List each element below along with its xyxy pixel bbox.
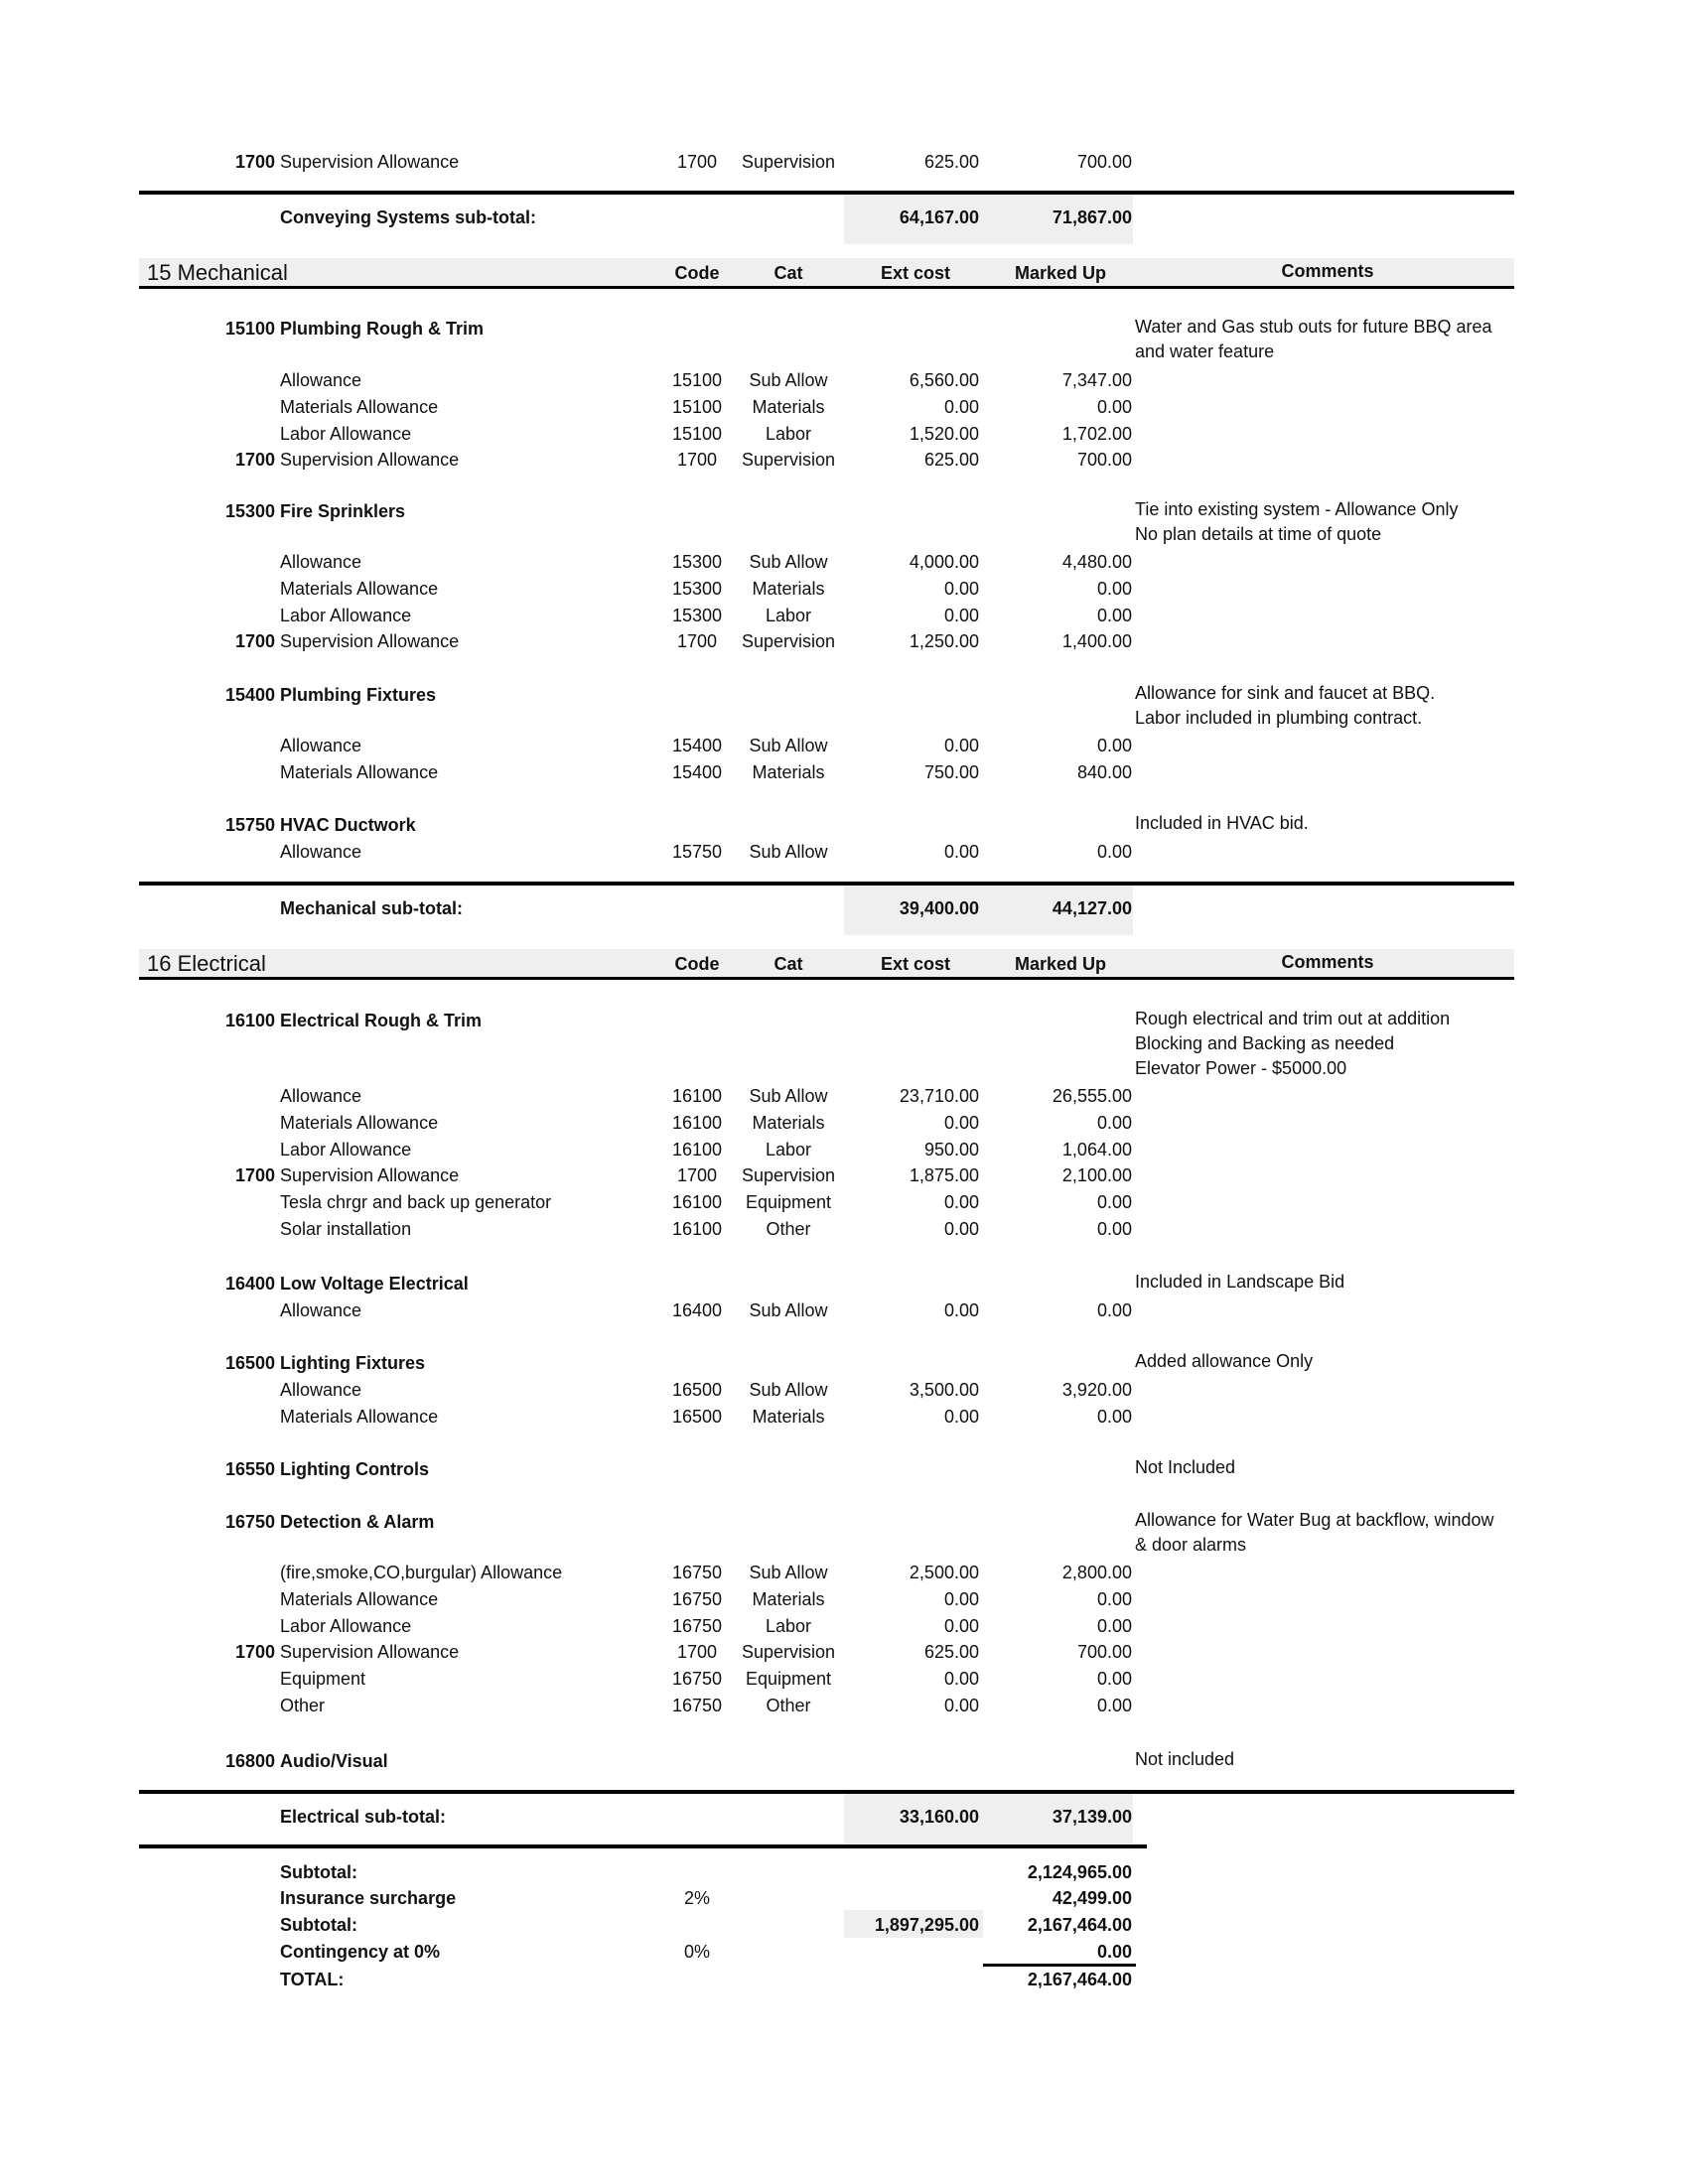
mechanical-group-15400-line-desc: Materials Allowance xyxy=(280,761,439,782)
electrical-header-title: 16 Electrical xyxy=(147,951,266,976)
mechanical-group-15750-title: HVAC Ductwork xyxy=(280,815,416,835)
mechanical-group-15750-num: 15750 xyxy=(224,815,275,835)
mechanical-group-15400-comment: Labor included in plumbing contract. xyxy=(1135,708,1423,728)
mechanical-group-15100-line-cat: Supervision xyxy=(741,450,836,471)
mechanical-group-15100-line-cat: Sub Allow xyxy=(749,370,828,390)
electrical-group-16750-comment: Allowance for Water Bug at backflow, window xyxy=(1135,1510,1494,1530)
mechanical-group-15100-line-ext: 0.00 xyxy=(943,396,979,417)
electrical-group-16100-line-marked: 0.00 xyxy=(1096,1219,1132,1239)
mechanical-header-marked-header: Marked Up xyxy=(1014,263,1107,283)
electrical-group-16800-title: Audio/Visual xyxy=(280,1751,388,1771)
mechanical-group-15100-line-desc: Allowance xyxy=(280,370,362,390)
electrical-group-16100-line-desc: Labor Allowance xyxy=(280,1139,412,1160)
electrical-group-16100-line-code: 16100 xyxy=(671,1112,723,1133)
mechanical-group-15300-line-ext: 0.00 xyxy=(943,578,979,599)
electrical-group-16750-line-marked: 700.00 xyxy=(1076,1642,1132,1663)
mechanical-group-15300-line-ext: 1,250.00 xyxy=(909,631,979,652)
mechanical-group-15300-line-cat: Materials xyxy=(752,578,825,599)
mechanical-header-comments-header: Comments xyxy=(1281,261,1374,281)
mechanical-group-15300-line-code: 15300 xyxy=(671,552,723,572)
mechanical-group-15400-line-ext: 0.00 xyxy=(943,736,979,755)
conveying-supervision-line-code: 1700 xyxy=(676,152,718,172)
electrical-group-16750-line-cat: Equipment xyxy=(745,1669,832,1690)
electrical-header-rule xyxy=(139,977,1514,980)
mechanical-group-15400-line-ext: 750.00 xyxy=(923,761,979,782)
electrical-group-16750-line-code: 1700 xyxy=(676,1642,718,1663)
electrical-group-16100-num: 16100 xyxy=(224,1011,275,1030)
mechanical-group-15300-line-code: 15300 xyxy=(671,578,723,599)
total-double-rule xyxy=(983,1964,1136,1967)
mechanical-header-cat-header: Cat xyxy=(774,263,803,283)
mechanical-group-15100-line-ext: 625.00 xyxy=(923,450,979,471)
totals-row-1-label: Insurance surcharge xyxy=(280,1888,457,1908)
conveying-subtotal-marked: 71,867.00 xyxy=(1052,207,1132,227)
mechanical-group-15400-line-code: 15400 xyxy=(671,736,723,755)
electrical-group-16750-line-marked: 0.00 xyxy=(1096,1588,1132,1609)
mechanical-subtotal-ext: 39,400.00 xyxy=(899,898,979,918)
mechanical-group-15300-line-desc: Labor Allowance xyxy=(280,605,412,625)
mechanical-group-15100-line-desc: Materials Allowance xyxy=(280,396,439,417)
electrical-group-16800-num: 16800 xyxy=(224,1751,275,1771)
electrical-group-16750-line-marked: 0.00 xyxy=(1096,1615,1132,1636)
electrical-group-16100-line-marked: 2,100.00 xyxy=(1061,1165,1132,1186)
mechanical-group-15300-line-ext: 0.00 xyxy=(943,605,979,625)
electrical-group-16400-line-ext: 0.00 xyxy=(943,1300,979,1320)
electrical-group-16750-line-desc: (fire,smoke,CO,burgular) Allowance xyxy=(280,1563,563,1582)
electrical-group-16750-line-ext: 0.00 xyxy=(943,1615,979,1636)
electrical-group-16750-title: Detection & Alarm xyxy=(280,1512,435,1532)
mechanical-header-ext-header: Ext cost xyxy=(880,263,951,283)
electrical-group-16400-num: 16400 xyxy=(224,1274,275,1294)
electrical-group-16500-line-code: 16500 xyxy=(671,1380,723,1400)
electrical-group-16100-line-desc: Allowance xyxy=(280,1086,362,1106)
electrical-group-16100-line-cat: Labor xyxy=(765,1139,812,1160)
electrical-group-16550-comment: Not Included xyxy=(1135,1457,1236,1477)
electrical-group-16100-line-desc: Solar installation xyxy=(280,1219,412,1239)
mechanical-group-15400-comment: Allowance for sink and faucet at BBQ. xyxy=(1135,683,1436,703)
mechanical-subtotal-label: Mechanical sub-total: xyxy=(280,898,464,918)
electrical-subtotal-top-rule xyxy=(139,1790,1514,1794)
mechanical-group-15100-title: Plumbing Rough & Trim xyxy=(280,319,484,339)
totals-top-rule xyxy=(139,1844,1147,1848)
electrical-group-16750-line-desc: Equipment xyxy=(280,1669,366,1690)
electrical-group-16750-line-desc: Labor Allowance xyxy=(280,1615,412,1636)
mechanical-group-15300-comment: No plan details at time of quote xyxy=(1135,524,1382,544)
electrical-group-16400-line-desc: Allowance xyxy=(280,1300,362,1320)
mechanical-group-15100-line-code: 15100 xyxy=(671,370,723,390)
electrical-group-16500-line-cat: Materials xyxy=(752,1406,825,1427)
mechanical-group-15750-line-ext: 0.00 xyxy=(943,842,979,862)
conveying-subtotal-top-rule xyxy=(139,191,1514,195)
electrical-group-16500-title: Lighting Fixtures xyxy=(280,1353,425,1373)
electrical-group-16100-line-cat: Sub Allow xyxy=(749,1086,828,1106)
mechanical-group-15100-line-ext: 1,520.00 xyxy=(909,423,979,444)
mechanical-group-15100-line-code: 15100 xyxy=(671,423,723,444)
electrical-group-16100-line-desc: Materials Allowance xyxy=(280,1112,439,1133)
mechanical-header-title: 15 Mechanical xyxy=(147,260,288,285)
electrical-header-comments-header: Comments xyxy=(1281,952,1374,972)
electrical-group-16400-comment: Included in Landscape Bid xyxy=(1135,1272,1345,1292)
electrical-group-16500-line-ext: 0.00 xyxy=(943,1406,979,1427)
electrical-group-16100-line-num: 1700 xyxy=(234,1165,275,1186)
mechanical-group-15400-num: 15400 xyxy=(224,685,275,705)
mechanical-group-15300-line-desc: Materials Allowance xyxy=(280,578,439,599)
totals-row-0-label: Subtotal: xyxy=(280,1862,357,1882)
mechanical-group-15100-num: 15100 xyxy=(224,319,275,339)
mechanical-group-15300-line-marked: 4,480.00 xyxy=(1061,552,1132,572)
mechanical-subtotal-marked: 44,127.00 xyxy=(1052,898,1132,918)
mechanical-group-15300-num: 15300 xyxy=(224,501,275,521)
mechanical-group-15750-line-marked: 0.00 xyxy=(1096,842,1132,862)
totals-row-3-marked: 0.00 xyxy=(1096,1942,1132,1962)
mechanical-group-15100-line-code: 1700 xyxy=(676,450,718,471)
electrical-group-16100-line-marked: 1,064.00 xyxy=(1061,1139,1132,1160)
mechanical-group-15750-line-code: 15750 xyxy=(671,842,723,862)
electrical-group-16750-line-ext: 2,500.00 xyxy=(909,1563,979,1582)
electrical-group-16750-line-cat: Materials xyxy=(752,1588,825,1609)
electrical-group-16100-line-code: 16100 xyxy=(671,1192,723,1213)
mechanical-group-15300-line-ext: 4,000.00 xyxy=(909,552,979,572)
mechanical-group-15300-line-marked: 0.00 xyxy=(1096,578,1132,599)
electrical-group-16500-line-code: 16500 xyxy=(671,1406,723,1427)
mechanical-group-15100-line-marked: 1,702.00 xyxy=(1061,423,1132,444)
electrical-group-16750-line-ext: 0.00 xyxy=(943,1669,979,1690)
electrical-group-16500-comment: Added allowance Only xyxy=(1135,1351,1314,1371)
electrical-group-16750-line-num: 1700 xyxy=(234,1642,275,1663)
electrical-group-16100-line-desc: Tesla chrgr and back up generator xyxy=(280,1192,552,1213)
mechanical-group-15400-line-cat: Materials xyxy=(752,761,825,782)
mechanical-group-15100-line-desc: Labor Allowance xyxy=(280,423,412,444)
electrical-group-16750-line-code: 16750 xyxy=(671,1669,723,1690)
electrical-group-16750-line-code: 16750 xyxy=(671,1615,723,1636)
conveying-supervision-line-cat: Supervision xyxy=(741,152,836,172)
electrical-group-16100-line-cat: Equipment xyxy=(745,1192,832,1213)
totals-row-4-marked: 2,167,464.00 xyxy=(1027,1970,1132,1989)
electrical-group-16100-line-code: 16100 xyxy=(671,1086,723,1106)
electrical-group-16400-line-marked: 0.00 xyxy=(1096,1300,1132,1320)
mechanical-group-15750-line-desc: Allowance xyxy=(280,842,362,862)
electrical-group-16100-comment: Elevator Power - $5000.00 xyxy=(1135,1058,1347,1078)
electrical-header-marked-header: Marked Up xyxy=(1014,954,1107,974)
electrical-group-16500-line-marked: 0.00 xyxy=(1096,1406,1132,1427)
mechanical-group-15100-line-marked: 0.00 xyxy=(1096,396,1132,417)
mechanical-group-15300-line-marked: 1,400.00 xyxy=(1061,631,1132,652)
electrical-subtotal-ext: 33,160.00 xyxy=(899,1807,979,1827)
electrical-group-16550-title: Lighting Controls xyxy=(280,1459,429,1479)
totals-row-2-label: Subtotal: xyxy=(280,1915,357,1935)
electrical-group-16750-line-desc: Materials Allowance xyxy=(280,1588,439,1609)
mechanical-group-15300-line-code: 1700 xyxy=(676,631,718,652)
electrical-group-16750-line-desc: Other xyxy=(280,1696,326,1715)
electrical-group-16100-line-ext: 0.00 xyxy=(943,1112,979,1133)
mechanical-group-15400-line-marked: 0.00 xyxy=(1096,736,1132,755)
mechanical-group-15300-line-cat: Labor xyxy=(765,605,812,625)
mechanical-group-15100-line-ext: 6,560.00 xyxy=(909,370,979,390)
electrical-group-16100-line-desc: Supervision Allowance xyxy=(280,1165,460,1186)
electrical-group-16750-num: 16750 xyxy=(224,1512,275,1532)
conveying-supervision-line-desc: Supervision Allowance xyxy=(280,152,460,172)
mechanical-group-15100-line-marked: 7,347.00 xyxy=(1061,370,1132,390)
electrical-group-16550-num: 16550 xyxy=(224,1459,275,1479)
electrical-group-16100-line-ext: 0.00 xyxy=(943,1219,979,1239)
electrical-group-16100-line-marked: 0.00 xyxy=(1096,1192,1132,1213)
electrical-group-16750-line-marked: 0.00 xyxy=(1096,1696,1132,1715)
mechanical-group-15300-comment: Tie into existing system - Allowance Only xyxy=(1135,499,1459,519)
electrical-group-16400-title: Low Voltage Electrical xyxy=(280,1274,469,1294)
electrical-group-16400-line-code: 16400 xyxy=(671,1300,723,1320)
mechanical-group-15400-line-marked: 840.00 xyxy=(1076,761,1132,782)
electrical-group-16750-line-code: 16750 xyxy=(671,1696,723,1715)
totals-row-1-pct: 2% xyxy=(683,1888,710,1908)
electrical-group-16100-line-ext: 950.00 xyxy=(923,1139,979,1160)
mechanical-group-15300-line-code: 15300 xyxy=(671,605,723,625)
mechanical-group-15100-line-desc: Supervision Allowance xyxy=(280,450,460,471)
electrical-group-16500-line-cat: Sub Allow xyxy=(749,1380,828,1400)
electrical-group-16750-line-code: 16750 xyxy=(671,1588,723,1609)
conveying-supervision-line-marked: 700.00 xyxy=(1076,152,1132,172)
electrical-group-16750-line-ext: 0.00 xyxy=(943,1696,979,1715)
mechanical-group-15400-line-code: 15400 xyxy=(671,761,723,782)
mechanical-group-15300-line-desc: Supervision Allowance xyxy=(280,631,460,652)
electrical-group-16750-line-marked: 0.00 xyxy=(1096,1669,1132,1690)
conveying-subtotal-ext: 64,167.00 xyxy=(899,207,979,227)
mechanical-group-15100-line-marked: 700.00 xyxy=(1076,450,1132,471)
electrical-group-16750-line-desc: Supervision Allowance xyxy=(280,1642,460,1663)
totals-row-3-label: Contingency at 0% xyxy=(280,1942,441,1962)
electrical-group-16750-line-cat: Labor xyxy=(765,1615,812,1636)
mechanical-group-15750-comment: Included in HVAC bid. xyxy=(1135,813,1309,833)
electrical-group-16100-line-ext: 23,710.00 xyxy=(899,1086,979,1106)
electrical-header-ext-header: Ext cost xyxy=(880,954,951,974)
electrical-group-16100-line-cat: Materials xyxy=(752,1112,825,1133)
mechanical-subtotal-top-rule xyxy=(139,882,1514,886)
mechanical-group-15100-line-cat: Labor xyxy=(765,423,812,444)
electrical-group-16750-line-cat: Other xyxy=(766,1696,811,1715)
electrical-subtotal-label: Electrical sub-total: xyxy=(280,1807,447,1827)
mechanical-group-15100-comment: and water feature xyxy=(1135,341,1275,361)
totals-row-4-label: TOTAL: xyxy=(280,1970,345,1989)
totals-row-2-marked: 2,167,464.00 xyxy=(1027,1915,1132,1935)
totals-row-0-marked: 2,124,965.00 xyxy=(1027,1862,1132,1882)
totals-row-3-pct: 0% xyxy=(683,1942,710,1962)
electrical-header-cat-header: Cat xyxy=(774,954,803,974)
electrical-group-16100-line-marked: 26,555.00 xyxy=(1052,1086,1132,1106)
conveying-supervision-line-ext: 625.00 xyxy=(923,152,979,172)
electrical-group-16100-title: Electrical Rough & Trim xyxy=(280,1011,483,1030)
electrical-group-16750-line-code: 16750 xyxy=(671,1563,723,1582)
electrical-group-16500-line-desc: Allowance xyxy=(280,1380,362,1400)
mechanical-group-15400-line-desc: Allowance xyxy=(280,736,362,755)
mechanical-group-15100-line-code: 15100 xyxy=(671,396,723,417)
electrical-group-16500-line-ext: 3,500.00 xyxy=(909,1380,979,1400)
conveying-subtotal-label: Conveying Systems sub-total: xyxy=(280,207,537,227)
totals-row-1-marked: 42,499.00 xyxy=(1052,1888,1132,1908)
electrical-group-16800-comment: Not included xyxy=(1135,1749,1235,1769)
conveying-supervision-line-num: 1700 xyxy=(234,152,275,172)
electrical-group-16750-line-ext: 625.00 xyxy=(923,1642,979,1663)
totals-row-2-ext: 1,897,295.00 xyxy=(874,1915,979,1935)
electrical-group-16100-line-cat: Supervision xyxy=(741,1165,836,1186)
electrical-group-16750-line-cat: Supervision xyxy=(741,1642,836,1663)
mechanical-group-15750-line-cat: Sub Allow xyxy=(749,842,828,862)
electrical-group-16100-line-marked: 0.00 xyxy=(1096,1112,1132,1133)
electrical-group-16750-comment: & door alarms xyxy=(1135,1535,1247,1555)
electrical-group-16100-line-ext: 0.00 xyxy=(943,1192,979,1213)
mechanical-group-15300-line-num: 1700 xyxy=(234,631,275,652)
electrical-group-16750-line-marked: 2,800.00 xyxy=(1061,1563,1132,1582)
mechanical-header-rule xyxy=(139,286,1514,289)
electrical-group-16100-comment: Rough electrical and trim out at addition xyxy=(1135,1009,1451,1028)
electrical-group-16400-line-cat: Sub Allow xyxy=(749,1300,828,1320)
mechanical-group-15300-line-marked: 0.00 xyxy=(1096,605,1132,625)
mechanical-header-code-header: Code xyxy=(674,263,720,283)
electrical-group-16100-line-code: 16100 xyxy=(671,1219,723,1239)
mechanical-group-15100-line-cat: Materials xyxy=(752,396,825,417)
mechanical-group-15100-line-num: 1700 xyxy=(234,450,275,471)
electrical-group-16750-line-cat: Sub Allow xyxy=(749,1563,828,1582)
electrical-group-16100-line-cat: Other xyxy=(766,1219,811,1239)
electrical-group-16100-line-code: 16100 xyxy=(671,1139,723,1160)
electrical-group-16750-line-ext: 0.00 xyxy=(943,1588,979,1609)
electrical-group-16500-num: 16500 xyxy=(224,1353,275,1373)
electrical-group-16100-line-code: 1700 xyxy=(676,1165,718,1186)
electrical-group-16100-comment: Blocking and Backing as needed xyxy=(1135,1033,1395,1053)
electrical-subtotal-marked: 37,139.00 xyxy=(1052,1807,1132,1827)
mechanical-group-15400-title: Plumbing Fixtures xyxy=(280,685,437,705)
mechanical-group-15100-comment: Water and Gas stub outs for future BBQ area xyxy=(1135,317,1492,337)
electrical-group-16500-line-marked: 3,920.00 xyxy=(1061,1380,1132,1400)
mechanical-group-15300-line-desc: Allowance xyxy=(280,552,362,572)
electrical-header-code-header: Code xyxy=(674,954,720,974)
mechanical-group-15300-line-cat: Sub Allow xyxy=(749,552,828,572)
electrical-group-16500-line-desc: Materials Allowance xyxy=(280,1406,439,1427)
mechanical-group-15300-line-cat: Supervision xyxy=(741,631,836,652)
mechanical-group-15300-title: Fire Sprinklers xyxy=(280,501,406,521)
electrical-group-16100-line-ext: 1,875.00 xyxy=(909,1165,979,1186)
mechanical-group-15400-line-cat: Sub Allow xyxy=(749,736,828,755)
